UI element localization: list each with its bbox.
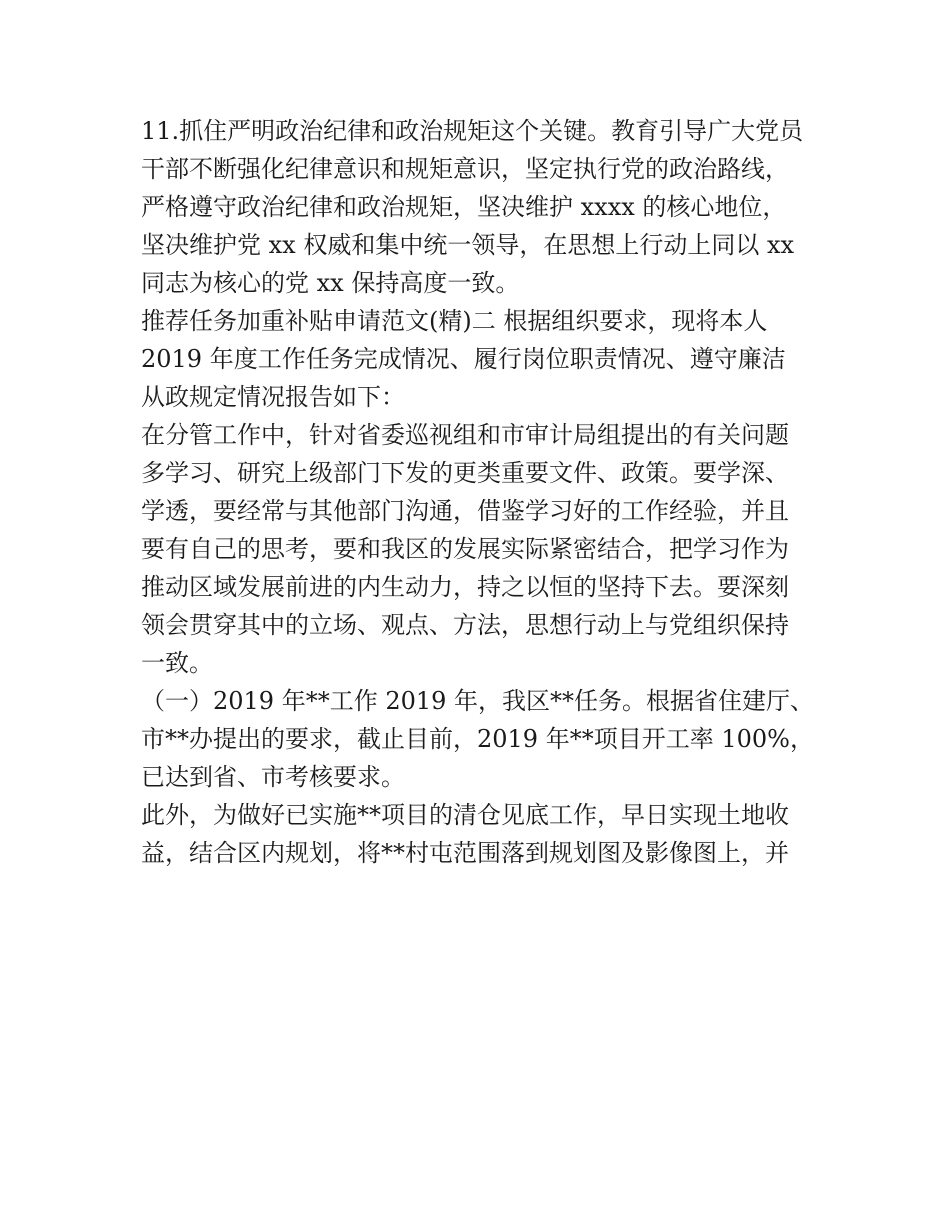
text-line: 此外，为做好已实施**项目的清仓见底工作，早日实现土地收: [141, 801, 789, 829]
paragraph-clearance: [141, 796, 821, 872]
text-line: 推动区域发展前进的内生动力，持之以恒的坚持下去。要深刻: [141, 573, 789, 601]
text-line: （一）2019 年**工作 2019 年，我区**任务。根据省住建厅、: [141, 687, 815, 715]
text-line: 推荐任务加重补贴申请范文(精)二 根据组织要求，现将本人: [141, 307, 768, 335]
text-line: 11.抓住严明政治纪律和政治规矩这个关键。教育引导广大党员: [141, 117, 804, 145]
document-body: [141, 112, 821, 872]
text-line: 2019 年度工作任务完成情况、履行岗位职责情况、遵守廉洁: [141, 345, 786, 373]
text-line: 学透，要经常与其他部门沟通，借鉴学习好的工作经验，并且: [141, 497, 789, 525]
paragraph-study: [141, 416, 821, 682]
paragraph-discipline: [141, 112, 821, 302]
text-line: 领会贯穿其中的立场、观点、方法，思想行动上与党组织保持: [141, 611, 789, 639]
text-line: 严格遵守政治纪律和政治规矩，坚决维护 xxxx 的核心地位，: [141, 193, 787, 221]
text-line: 干部不断强化纪律意识和规矩意识，坚定执行党的政治路线，: [141, 155, 789, 183]
text-line: 一致。: [141, 649, 213, 677]
paragraph-report-intro: [141, 302, 821, 416]
text-line: 已达到省、市考核要求。: [141, 763, 405, 791]
text-line: 市**办提出的要求，截止目前，2019 年**项目开工率 100%，: [141, 725, 814, 753]
text-line: 在分管工作中，针对省委巡视组和市审计局组提出的有关问题: [141, 421, 789, 449]
text-line: 多学习、研究上级部门下发的更类重要文件、政策。要学深、: [141, 459, 789, 487]
text-line: 从政规定情况报告如下：: [141, 383, 405, 411]
text-line: 益，结合区内规划，将**村屯范围落到规划图及影像图上，并: [141, 839, 789, 867]
text-line: 同志为核心的党 xx 保持高度一致。: [141, 269, 520, 297]
text-line: 要有自己的思考，要和我区的发展实际紧密结合，把学习作为: [141, 535, 789, 563]
paragraph-work-2019: [141, 682, 821, 796]
text-line: 坚决维护党 xx 权威和集中统一领导，在思想上行动上同以 xx: [141, 231, 795, 259]
